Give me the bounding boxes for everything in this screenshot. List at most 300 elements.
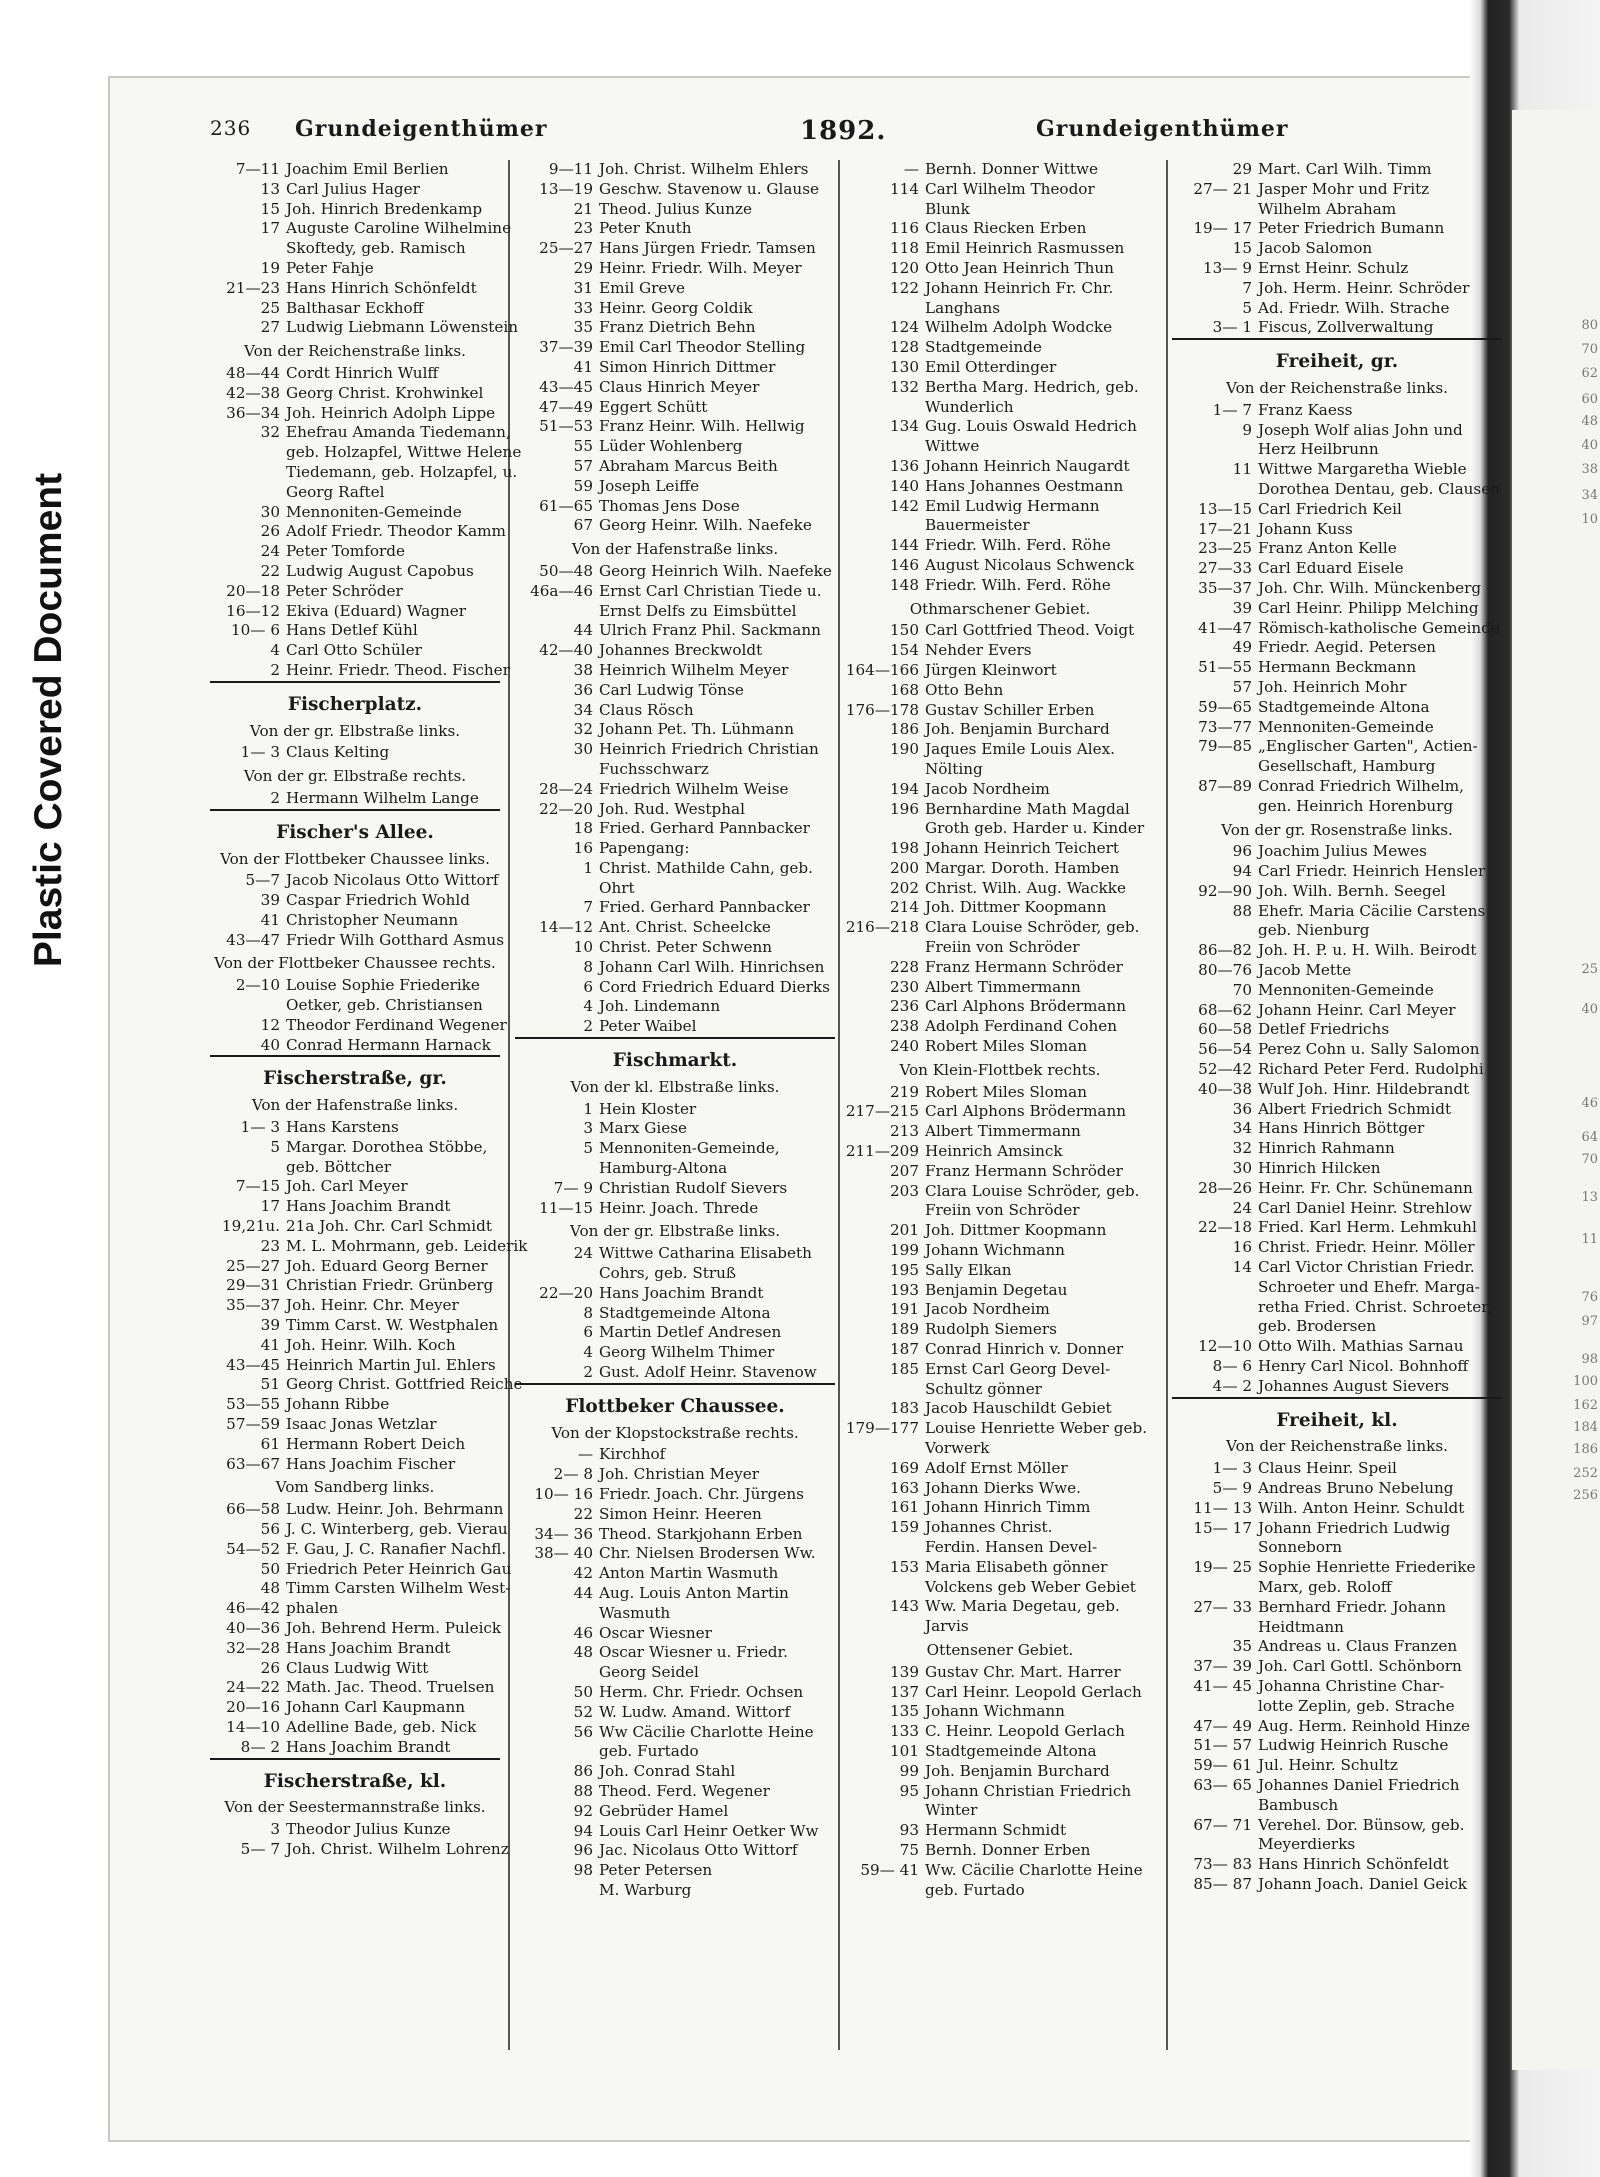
year: 1892. (800, 116, 887, 146)
left-running-title: Grundeigenthümer (295, 116, 548, 142)
edge-number: 25 (1581, 962, 1598, 977)
owner-name: Langhans (925, 298, 1001, 317)
owner-entry (1172, 1697, 1502, 1717)
owner-entry (210, 1316, 500, 1336)
owner-name: Friedr. Joach. Chr. Jürgens (599, 1485, 804, 1503)
house-number: 60—58 (1198, 1020, 1252, 1039)
house-number: 32 (1232, 1139, 1252, 1158)
house-number: 26 (260, 522, 280, 541)
owner-entry (835, 1597, 1165, 1617)
running-header (210, 116, 1289, 158)
house-number: 144 (890, 536, 919, 555)
house-number: 93 (899, 1821, 919, 1840)
owner-name: Joh. Christ. Wilhelm Lohrenz (286, 1839, 509, 1858)
owner-entry (835, 338, 1165, 358)
owner-entry (210, 462, 518, 483)
owner-entry (1172, 737, 1502, 757)
owner-entry (515, 1465, 835, 1485)
edge-number: 97 (1581, 1314, 1598, 1329)
owner-name: Jul. Heinr. Schultz (1258, 1756, 1398, 1775)
direction-note: Von der Klopstockstraße rechts. (551, 1423, 799, 1442)
owner-name: Friedrich Wilhelm Weise (599, 779, 789, 798)
owner-name: geb. Furtado (599, 1742, 699, 1761)
owner-entry (835, 800, 1165, 820)
house-number: 5— 7 (240, 1839, 280, 1858)
owner-entry (515, 1119, 835, 1139)
edge-number: 34 (1581, 488, 1598, 503)
owner-entry (835, 641, 1165, 661)
owner-name: Claus Heinr. Speil (1258, 1459, 1397, 1478)
owner-entry (515, 1683, 835, 1703)
owner-entry (515, 1723, 835, 1743)
owner-entry (1172, 579, 1502, 599)
owner-entry (1172, 981, 1502, 1001)
street-heading: Flottbeker Chaussee. (515, 1383, 835, 1420)
owner-entry (1172, 421, 1502, 441)
owner-name: Joh. Dittmer Koopmann (925, 1221, 1107, 1240)
direction-note: Von Klein-Flottbek rechts. (899, 1060, 1101, 1079)
owner-entry (515, 516, 835, 536)
owner-entry (1172, 318, 1502, 338)
owner-entry (515, 819, 835, 839)
house-number: 186 (890, 720, 919, 739)
house-number: 13— 9 (1202, 258, 1252, 277)
owner-entry (835, 1782, 1165, 1802)
house-number: 22 (260, 561, 280, 580)
owner-entry (1172, 1796, 1502, 1816)
owner-entry (835, 1182, 1165, 1202)
house-number: — (903, 160, 919, 178)
owner-name: W. Ludw. Amand. Wittorf (599, 1702, 791, 1721)
owner-entry (1172, 599, 1502, 619)
owner-name: Benjamin Degetau (925, 1280, 1068, 1299)
owner-entry (835, 160, 1165, 180)
house-number: 12 (260, 1015, 280, 1034)
owner-name: Timm Carsten Wilhelm West- (286, 1579, 511, 1598)
direction-note: Othmarschener Gebiet. (909, 599, 1091, 618)
house-number: 55 (573, 437, 593, 456)
house-number: 8— 6 (1212, 1357, 1252, 1376)
owner-name: Groth geb. Harder u. Kinder (925, 819, 1145, 838)
owner-name: phalen (286, 1599, 339, 1618)
house-number: 26 (260, 1658, 280, 1677)
owner-name: Ludwig Heinrich Rusche (1258, 1736, 1449, 1755)
owner-name: Johann Joach. Daniel Geick (1258, 1874, 1467, 1893)
owner-name: Ludwig Liebmann Löwenstein (286, 318, 519, 337)
owner-entry (515, 1861, 835, 1881)
house-number: 5 (270, 1137, 280, 1156)
house-number: 41—47 (1198, 618, 1252, 637)
house-number: 85— 87 (1193, 1874, 1252, 1893)
owner-name: Georg Heinr. Wilh. Naefeke (599, 516, 812, 535)
house-number: 75 (899, 1840, 919, 1859)
owner-entry (835, 378, 1165, 398)
owner-entry (210, 1118, 500, 1138)
owner-entry (210, 1678, 500, 1698)
owner-name: Theodor Ferdinand Wegener (286, 1015, 507, 1034)
owner-name: Winter (925, 1801, 978, 1820)
owner-entry (835, 681, 1165, 701)
owner-name: Ww. Maria Degetau, geb. (925, 1597, 1120, 1616)
owner-entry (210, 219, 512, 239)
owner-name: Perez Cohn u. Sally Salomon (1258, 1040, 1480, 1059)
house-number: 42—38 (226, 383, 280, 402)
owner-name: Joh. H. P. u. H. Wilh. Beirodt (1258, 941, 1477, 960)
house-number: 36—34 (226, 403, 280, 422)
house-number: 11— 13 (1193, 1498, 1252, 1517)
owner-name: Emil Otterdinger (925, 357, 1057, 376)
owner-name: Peter Friedrich Bumann (1258, 219, 1445, 238)
owner-entry (835, 1162, 1165, 1182)
owner-name: M. Warburg (599, 1880, 692, 1899)
house-number: 228 (890, 957, 919, 976)
house-number: 24 (573, 1244, 593, 1263)
owner-name: Verehel. Dor. Bünsow, geb. (1258, 1815, 1465, 1834)
house-number: 70 (1232, 980, 1252, 999)
direction-note: Von der Hafenstraße links. (571, 540, 779, 559)
owner-entry (515, 1703, 835, 1723)
owner-name: Joh. Dittmer Koopmann (925, 898, 1107, 917)
house-number: 48 (260, 1579, 280, 1598)
house-number: 238 (890, 1017, 919, 1036)
house-number: 40—38 (1198, 1079, 1252, 1098)
owner-name: Conrad Hermann Harnack (286, 1035, 491, 1054)
owner-entry (515, 358, 835, 378)
owner-entry (835, 1142, 1165, 1162)
owner-entry (1172, 1637, 1502, 1657)
house-number: 34 (1232, 1119, 1252, 1138)
house-number: 7—15 (235, 1177, 280, 1196)
house-number: 80—76 (1198, 961, 1252, 980)
owner-entry (515, 1564, 835, 1584)
house-number: 35 (1232, 1637, 1252, 1656)
owner-name: Theod. Julius Kunze (599, 199, 752, 218)
house-number: 38— 40 (534, 1544, 593, 1563)
house-number: 5—7 (245, 871, 280, 890)
owner-name: Bernhardine Math Magdal (925, 799, 1130, 818)
owner-name: Johann Wichmann (925, 1702, 1065, 1721)
owner-entry (210, 364, 500, 384)
owner-entry (210, 1639, 500, 1659)
owner-entry (515, 299, 835, 319)
owner-entry (210, 621, 500, 641)
owner-entry (1172, 1499, 1502, 1519)
house-number: 53—55 (226, 1395, 280, 1414)
owner-entry (210, 279, 500, 299)
owner-name: Joh. Rud. Westphal (599, 799, 745, 818)
owner-name: C. Heinr. Leopold Gerlach (925, 1722, 1125, 1741)
owner-entry (515, 1525, 835, 1545)
owner-entry (835, 576, 1165, 596)
owner-name: Hans Johannes Oestmann (925, 476, 1124, 495)
owner-name: Detlef Friedrichs (1258, 1020, 1390, 1039)
house-number: 176—178 (845, 700, 919, 719)
owner-name: Hinrich Hilcken (1258, 1159, 1381, 1178)
direction-note: Von der gr. Elbstraße links. (249, 721, 461, 740)
owner-entry (210, 1036, 500, 1056)
owner-entry (1172, 219, 1502, 239)
owner-entry (1172, 1717, 1502, 1737)
street-heading: Fischerstraße, kl. (210, 1758, 500, 1795)
owner-name: Caspar Friedrich Wohld (286, 891, 471, 910)
owner-entry (210, 503, 500, 523)
owner-name: Jacob Nordheim (925, 779, 1050, 798)
owner-name: Ulrich Franz Phil. Sackmann (599, 621, 821, 640)
house-number: 21 (573, 199, 593, 218)
owner-name: Hans Jürgen Friedr. Tamsen (599, 239, 816, 258)
house-number: 199 (890, 1241, 919, 1260)
house-number: 148 (890, 575, 919, 594)
house-number: 46 (573, 1623, 593, 1642)
owner-name: Jacob Hauschildt Gebiet (925, 1399, 1112, 1418)
owner-entry (210, 1619, 500, 1639)
house-number: 124 (890, 318, 919, 337)
house-number: 22 (573, 1504, 593, 1523)
house-number: 190 (890, 740, 919, 759)
house-number: 54—52 (226, 1539, 280, 1558)
owner-entry (1172, 1657, 1502, 1677)
house-number: 61—65 (539, 496, 593, 515)
house-number: 79—85 (1198, 737, 1252, 756)
owner-entry (835, 1742, 1165, 1762)
owner-entry (835, 1801, 1165, 1821)
owner-entry (1172, 1159, 1502, 1179)
owner-name: Heinrich Friedrich Christian (599, 740, 819, 759)
owner-entry (515, 1343, 835, 1363)
house-number: 22—18 (1198, 1218, 1252, 1237)
owner-entry (1172, 401, 1502, 421)
owner-entry (1172, 1776, 1502, 1796)
owner-name: Christopher Neumann (286, 910, 459, 929)
owner-name: Heinr. Joach. Threde (599, 1198, 759, 1217)
owner-name: Stadtgemeinde Altona (925, 1741, 1097, 1760)
house-number: 14—12 (539, 918, 593, 937)
owner-name: Georg Wilhelm Thimer (599, 1343, 775, 1362)
house-number: 73— 83 (1193, 1855, 1252, 1874)
house-number: 15— 17 (1193, 1518, 1252, 1537)
owner-name: Ohrt (599, 878, 635, 897)
owner-name: lotte Zeplin, geb. Strache (1258, 1696, 1455, 1715)
house-number: 130 (890, 357, 919, 376)
house-number: 34 (573, 700, 593, 719)
house-number: 43—45 (226, 1355, 280, 1374)
house-number: 25—27 (226, 1256, 280, 1275)
owner-entry (1172, 440, 1502, 460)
owner-entry (835, 958, 1165, 978)
owner-entry (210, 1579, 511, 1599)
house-number: 4 (583, 997, 593, 1016)
owner-name: Louise Henriette Weber geb. (925, 1419, 1148, 1438)
owner-name: Peter Waibel (599, 1017, 697, 1036)
owner-name: Hans Joachim Brandt (286, 1197, 451, 1216)
house-number: 230 (890, 977, 919, 996)
owner-entry (210, 1839, 509, 1860)
owner-name: Friedr. Aegid. Petersen (1258, 638, 1436, 657)
house-number: 198 (890, 839, 919, 858)
house-number: 99 (899, 1761, 919, 1780)
edge-number: 184 (1573, 1420, 1598, 1435)
owner-entry (1172, 678, 1502, 698)
owner-entry (210, 423, 511, 443)
owner-name: Albert Friedrich Schmidt (1258, 1099, 1452, 1118)
owner-name: Freiin von Schröder (925, 1201, 1080, 1220)
owner-entry (210, 789, 500, 809)
owner-entry (1172, 520, 1502, 540)
owner-entry (210, 1276, 500, 1296)
house-number: 56—54 (1198, 1040, 1252, 1059)
house-number: 67— 71 (1193, 1815, 1252, 1834)
owner-name: Bernh. Donner Wittwe (925, 160, 1098, 178)
owner-name: Joh. Herm. Heinr. Schröder (1258, 278, 1470, 297)
owner-entry (210, 259, 500, 279)
house-number: 136 (890, 456, 919, 475)
owner-name: Simon Hinrich Dittmer (599, 357, 776, 376)
owner-entry (1172, 1519, 1502, 1539)
owner-name: Johanna Christine Char- (1258, 1676, 1445, 1695)
owner-name: geb. Böttcher (286, 1157, 392, 1176)
owner-name: Kirchhof (599, 1445, 666, 1464)
house-number: 159 (890, 1518, 919, 1537)
owner-name: Tiedemann, geb. Holzapfel, u. (286, 462, 518, 481)
owner-name: Christ. Wilh. Aug. Wackke (925, 878, 1126, 897)
owner-entry (515, 898, 835, 918)
owner-entry (515, 417, 835, 437)
owner-entry (835, 437, 1165, 457)
owner-name: Sally Elkan (925, 1260, 1012, 1279)
owner-name: Thomas Jens Dose (599, 496, 740, 515)
owner-entry (835, 477, 1165, 497)
house-number: 30 (1232, 1159, 1252, 1178)
owner-entry (835, 819, 1165, 839)
owner-name: Jacob Nordheim (925, 1300, 1050, 1319)
house-number: 187 (890, 1340, 919, 1359)
house-number: 216—218 (845, 918, 919, 937)
house-number: 50 (260, 1559, 280, 1578)
house-number: 14 (1232, 1258, 1252, 1277)
owner-name: Jürgen Kleinwort (925, 660, 1057, 679)
owner-name: Franz Kaess (1258, 400, 1353, 419)
owner-name: Wunderlich (925, 397, 1014, 416)
house-number: — (577, 1445, 593, 1464)
owner-name: Sophie Henriette Friederike (1258, 1558, 1476, 1577)
owner-entry (835, 1479, 1165, 1499)
house-number: 27— 33 (1193, 1597, 1252, 1616)
owner-name: Simon Heinr. Heeren (599, 1504, 762, 1523)
owner-entry (515, 398, 835, 418)
house-number: 35—37 (1198, 578, 1252, 597)
house-number: 236 (890, 997, 919, 1016)
owner-name: Skoftedy, geb. Ramisch (286, 239, 466, 258)
house-number: 15 (260, 199, 280, 218)
owner-entry (1172, 1578, 1502, 1598)
house-number: 94 (1232, 862, 1252, 881)
house-number: 1— 3 (240, 743, 280, 762)
owner-entry (515, 1304, 835, 1324)
owner-name: Jasper Mohr und Fritz (1258, 179, 1430, 198)
owner-name: Joh. Benjamin Burchard (925, 720, 1110, 739)
owner-entry (515, 1363, 835, 1383)
owner-name: Georg Seidel (599, 1663, 699, 1682)
house-number: 17 (260, 1197, 280, 1216)
owner-entry (515, 1159, 835, 1179)
house-number: 43—47 (226, 930, 280, 949)
edge-number: 13 (1581, 1190, 1598, 1205)
owner-name: Joh. Heinr. Chr. Meyer (286, 1296, 459, 1315)
street-heading: Freiheit, gr. (1172, 338, 1502, 375)
owner-name: Johann Hinrich Timm (925, 1498, 1091, 1517)
house-number: 12—10 (1198, 1337, 1252, 1356)
owner-entry (835, 1518, 1165, 1538)
house-number: 47— 49 (1193, 1716, 1252, 1735)
owner-name: Carl Otto Schüler (286, 641, 422, 660)
owner-name: Anton Martin Wasmuth (599, 1564, 779, 1583)
house-number: 3— 1 (1212, 318, 1252, 337)
house-number: 34— 36 (534, 1524, 593, 1543)
owner-entry (515, 259, 835, 279)
street-heading: Fischmarkt. (515, 1037, 835, 1074)
house-number: 36 (1232, 1099, 1252, 1118)
house-number: 40 (260, 1035, 280, 1054)
owner-name: Johann Friedrich Ludwig (1258, 1518, 1451, 1537)
owner-name: Carl Alphons Brödermann (925, 1102, 1127, 1121)
owner-name: Joh. Behrend Herm. Puleick (286, 1618, 502, 1637)
owner-name: Hans Hinrich Schönfeldt (1258, 1855, 1449, 1874)
house-number: 13—15 (1198, 499, 1252, 518)
right-running-title: Grundeigenthümer (1036, 116, 1289, 142)
owner-name: Meyerdierks (1258, 1835, 1356, 1854)
owner-entry (515, 1544, 835, 1564)
owner-name: Dorothea Dentau, geb. Clausen (1258, 479, 1500, 498)
owner-name: Johannes Daniel Friedrich (1258, 1775, 1460, 1794)
owner-entry (835, 701, 1165, 721)
house-number: 92—90 (1198, 881, 1252, 900)
owner-entry (835, 1380, 1165, 1400)
owner-name: Theod. Ferd. Wegener (599, 1781, 770, 1800)
owner-entry (835, 1841, 1165, 1861)
owner-entry (1172, 638, 1502, 658)
owner-name: Christ. Peter Schwenn (599, 938, 773, 957)
owner-name: Abraham Marcus Beith (599, 456, 778, 475)
house-number: 86 (573, 1762, 593, 1781)
owner-entry (1172, 842, 1502, 862)
house-number: 6 (583, 1323, 593, 1342)
owner-name: Mennoniten-Gemeinde (1258, 980, 1434, 999)
owner-entry (1172, 559, 1502, 579)
owner-name: Hermann Beckmann (1258, 658, 1417, 677)
owner-name: Johann Christian Friedrich (925, 1781, 1132, 1800)
owner-name: Heinr. Fr. Chr. Schünemann (1258, 1178, 1473, 1197)
owner-name: Adelline Bade, geb. Nick (286, 1717, 477, 1736)
owner-entry (835, 839, 1165, 859)
owner-entry (1172, 941, 1502, 961)
owner-entry (515, 1244, 835, 1264)
house-number: 219 (890, 1082, 919, 1101)
edge-number: 70 (1581, 342, 1598, 357)
owner-name: Balthasar Eckhoff (286, 298, 424, 317)
house-number: 27—33 (1198, 559, 1252, 578)
owner-name: Carl Victor Christian Friedr. (1258, 1258, 1475, 1277)
house-number: 200 (890, 858, 919, 877)
owner-entry (835, 1221, 1165, 1241)
owner-entry (210, 1395, 500, 1415)
house-number: 10 (573, 938, 593, 957)
house-number: 22—20 (539, 799, 593, 818)
owner-entry (835, 740, 1165, 760)
owner-name: Cordt Hinrich Wulff (286, 363, 439, 382)
owner-name: Christian Friedr. Grünberg (286, 1276, 494, 1295)
house-number: 6 (583, 977, 593, 996)
owner-name: Carl Ludwig Tönse (599, 680, 744, 699)
